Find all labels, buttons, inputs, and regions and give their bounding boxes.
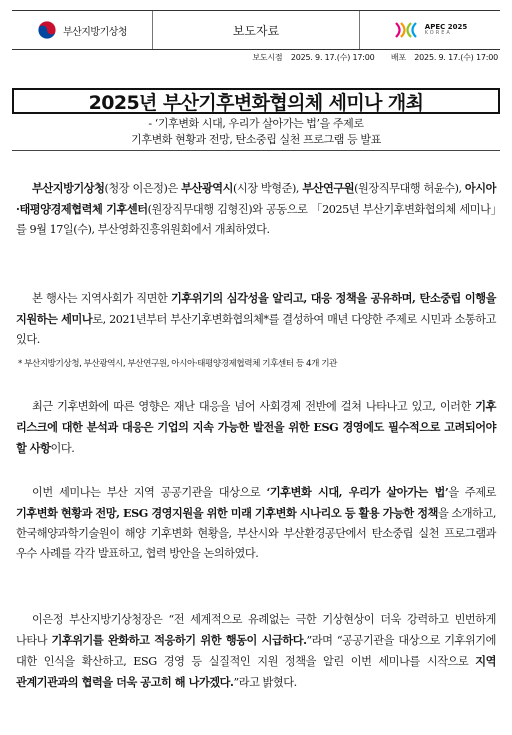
body-text: (시장 박형준), bbox=[232, 182, 303, 195]
body-text: 을 주제로 bbox=[448, 486, 496, 499]
apec-block bbox=[360, 11, 500, 49]
paragraph-1 bbox=[16, 178, 496, 240]
release-info bbox=[246, 52, 498, 63]
paragraph-5 bbox=[16, 610, 496, 693]
page-title: 2025년 부산기후변화협의체 세미나 개최 bbox=[12, 88, 500, 114]
emphasis-text: 기후 리스크에 대한 분석과 대응은 기업의 지속 가능한 발전을 위한 ESG 경영에도 필수적으로 고려되어야 할 사항 bbox=[16, 399, 496, 455]
apec-label: APEC 2025 bbox=[424, 23, 468, 31]
distribution-label: 배포 bbox=[390, 53, 406, 62]
body-text: (원장직무대행 김형진)와 공동으로 「2025년 부산기후변화협의체 세미나」를 9월 17일(수), 부산영화진흥위원회에서 개최하였다. bbox=[16, 203, 496, 236]
emphasis-text: 부산연구원 bbox=[302, 181, 355, 195]
document-header bbox=[12, 10, 500, 50]
apec-sub: KOREA bbox=[424, 30, 452, 36]
emphasis-text: ‘기후변화 시대, 우리가 살아가는 법’ bbox=[266, 485, 449, 499]
emphasis-text: 아시아·태평양경제협력체 기후센터 bbox=[16, 181, 496, 216]
footnote: * 부산지방기상청, 부산광역시, 부산연구원, 아시아·태평양경제협력체 기후센터 등 4개 기관 bbox=[18, 359, 337, 369]
distribution-value: 2025. 9. 17.(수) 17:00 bbox=[414, 53, 498, 62]
emphasis-text: 기후위기를 완화하고 적응하기 위한 행동이 시급하다. bbox=[51, 633, 307, 647]
apec-text bbox=[425, 24, 467, 36]
body-text: 최근 기후변화에 따른 영향은 재난 대응을 넘어 사회경제 전반에 걸쳐 나타나고 있고, 이러한 bbox=[32, 400, 476, 413]
body-text: ”라고 밝혔다. bbox=[233, 676, 297, 689]
emphasis-text: 지역 관계기관과의 협력을 더욱 공고히 해 나가겠다. bbox=[16, 654, 496, 689]
release-time-label: 보도시점 bbox=[252, 53, 283, 62]
emphasis-text: 기후위기의 심각성을 알리고, 대응 정책을 공유하며, 탄소중립 이행을 지원하는 세미나 bbox=[16, 291, 496, 326]
emphasis-text: 부산광역시 bbox=[181, 181, 233, 195]
government-emblem-icon bbox=[37, 20, 57, 40]
title-divider bbox=[12, 150, 500, 151]
apec-logo-icon bbox=[393, 19, 419, 41]
subtitle-line-1: - ‘기후변화 시대, 우리가 살아가는 법’을 주제로 bbox=[148, 117, 364, 130]
subtitle bbox=[0, 116, 512, 148]
body-text: 을 소개하고, 한국해양과학기술원이 해양 기후변화 현황을, 부산시와 부산환경공단에서 탄소중립 실천 프로그램과 우수 사례를 각각 발표하고, 협력 방안을 논의하였다. bbox=[16, 507, 496, 560]
body-text: (청장 이은정)은 bbox=[104, 182, 182, 195]
body-text: 로, 2021년부터 부산기후변화협의체*를 결성하여 매년 다양한 주제로 시민과 소통하고 있다. bbox=[16, 313, 497, 346]
body-text: 이다. bbox=[50, 442, 75, 455]
paragraph-3 bbox=[16, 396, 496, 459]
paragraph-2 bbox=[16, 288, 496, 350]
body-text: 본 행사는 지역사회가 직면한 bbox=[32, 292, 171, 305]
body-text: 이은정 부산지방기상청장은 “전 세계적으로 유례없는 극한 기상현상이 더욱 강력하고 빈번하게 나타나 bbox=[16, 613, 496, 647]
doc-type: 보도자료 bbox=[153, 11, 360, 49]
emphasis-text: 부산지방기상청 bbox=[32, 181, 105, 195]
body-text: ”라며 “공공기관을 대상으로 기후위기에 대한 인식을 확산하고, ESG 경영 등 실질적인 지원 정책을 알린 이번 세미나를 시작으로 bbox=[16, 634, 496, 668]
release-time-value: 2025. 9. 17.(수) 17:00 bbox=[290, 53, 375, 62]
org-name: 부산지방기상청 bbox=[62, 26, 128, 38]
subtitle-line-2: 기후변화 현황과 전망, 탄소중립 실천 프로그램 등 발표 bbox=[131, 133, 381, 146]
paragraph-4 bbox=[16, 482, 496, 564]
emphasis-text: 기후변화 현황과 전망, ESG 경영지원을 위한 미래 기후변화 시나리오 등 활용 가능한 정책 bbox=[16, 506, 438, 520]
org-block bbox=[12, 11, 153, 49]
body-text: (원장직무대행 허윤수), bbox=[354, 182, 465, 195]
body-text: 이번 세미나는 부산 지역 공공기관을 대상으로 bbox=[32, 486, 267, 499]
